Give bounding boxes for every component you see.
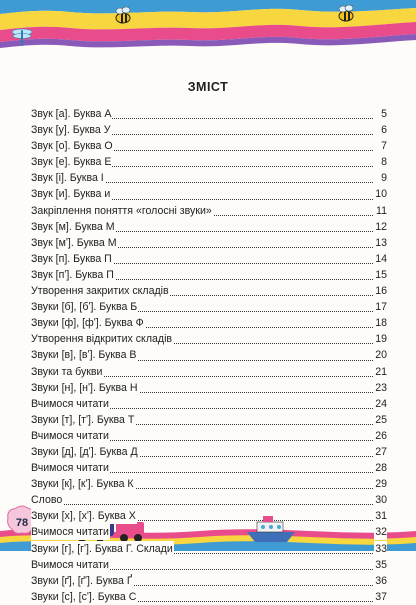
toc-entry[interactable] <box>31 170 387 186</box>
toc-entry-title: Звук [і]. Буква І <box>31 172 104 185</box>
toc-entry[interactable] <box>31 315 387 331</box>
toc-entry-title: Слово <box>31 494 63 507</box>
toc-entry-title: Вчимося читати <box>31 462 109 475</box>
page-number: 78 <box>15 517 29 529</box>
toc-entry-page: 23 <box>375 381 387 394</box>
toc-entry[interactable] <box>31 299 387 315</box>
toc-entry-title: Звуки [в], [вʹ]. Буква В <box>31 349 137 362</box>
toc-entry[interactable] <box>31 154 387 170</box>
toc-entry-title: Вчимося читати <box>31 429 109 442</box>
toc-entry-title: Звуки та букви <box>31 365 103 378</box>
toc-entry-title: Звук [о]. Буква О <box>31 140 113 153</box>
toc-entry-title: Звуки [б], [бʹ]. Буква Б <box>31 301 138 314</box>
toc-entry-page: 25 <box>375 413 387 426</box>
toc-entry-page: 8 <box>381 156 387 169</box>
toc-entry[interactable] <box>31 364 387 380</box>
toc-entry[interactable] <box>31 460 387 476</box>
toc-entry[interactable] <box>31 106 387 122</box>
toc-entry-page: 12 <box>375 220 387 233</box>
toc-entry-title: Вчимося читати <box>31 526 109 539</box>
toc-entry[interactable] <box>31 267 387 283</box>
toc-entry-page: 28 <box>375 462 387 475</box>
bee-icon <box>112 6 134 26</box>
toc-entry-title: Утворення відкритих складів <box>31 333 173 346</box>
toc-entry-title: Звук [е]. Буква Е <box>31 156 112 169</box>
toc-entry[interactable] <box>31 235 387 251</box>
toc-entry-title: Звуки [с], [сʹ]. Буква С <box>31 590 137 603</box>
toc-entry[interactable] <box>31 138 387 154</box>
toc-entry-page: 26 <box>375 429 387 442</box>
toc-entry-page: 20 <box>375 349 387 362</box>
toc-entry-title: Вчимося читати <box>31 558 109 571</box>
toc-entry-title: Звук [п]. Буква П <box>31 252 112 265</box>
toc-entry-page: 21 <box>375 365 387 378</box>
toc-entry[interactable] <box>31 444 387 460</box>
toc-entry[interactable] <box>31 331 387 347</box>
toc-entry-page: 6 <box>381 124 387 137</box>
toc-entry[interactable] <box>31 186 387 202</box>
toc-entry-title: Закріплення поняття «голосні звуки» <box>31 204 212 217</box>
toc-entry-title: Звук [у]. Буква У <box>31 124 111 137</box>
toc-entry-page: 14 <box>375 252 387 265</box>
toc-entry-page: 37 <box>375 590 387 603</box>
toc-entry-page: 36 <box>375 574 387 587</box>
page-title: ЗМІСТ <box>187 80 229 94</box>
toc-entry-title: Звук [мʹ]. Буква М <box>31 236 117 249</box>
toc-entry[interactable] <box>31 203 387 219</box>
toc-entry-title: Звуки [к], [кʹ]. Буква К <box>31 478 134 491</box>
toc-entry-page: 35 <box>375 558 387 571</box>
toc-entry-page: 11 <box>376 204 387 217</box>
toc-entry-page: 15 <box>375 268 387 281</box>
toc-entry-title: Звук [и]. Буква и <box>31 188 111 201</box>
toc-entry[interactable] <box>31 347 387 363</box>
toc-entry-page: 29 <box>375 478 387 491</box>
toc-entry-title: Звуки [т], [тʹ]. Буква Т <box>31 413 135 426</box>
toc-entry[interactable] <box>31 573 387 589</box>
toc-entry[interactable] <box>31 412 387 428</box>
toc-entry-page: 7 <box>381 140 387 153</box>
toc-entry[interactable] <box>31 476 387 492</box>
toc-entry[interactable] <box>31 589 387 605</box>
bee-icon <box>335 4 357 24</box>
toc-entry-title: Звук [м]. Буква М <box>31 220 115 233</box>
toc-entry-page: 17 <box>375 301 387 314</box>
toc-entry-page: 16 <box>375 285 387 298</box>
toc-entry-page: 5 <box>381 108 387 120</box>
toc-entry-title: Звуки [х], [хʹ]. Буква Х <box>31 510 136 523</box>
toc-entry-title: Утворення закритих складів <box>31 285 169 298</box>
toc-entry-page: 32 <box>375 526 387 539</box>
toc-entry-page: 18 <box>375 317 387 330</box>
toc-entry-title: Звук [пʹ]. Буква П <box>31 268 114 281</box>
toc-entry[interactable] <box>31 122 387 138</box>
toc-entry-page: 9 <box>381 172 387 185</box>
toc-entry[interactable] <box>31 283 387 299</box>
toc-entry[interactable] <box>31 557 387 573</box>
toc-entry[interactable] <box>31 251 387 267</box>
toc-entry-page: 10 <box>375 188 387 201</box>
toc-entry-page: 24 <box>375 397 387 410</box>
toc-entry[interactable] <box>31 380 387 396</box>
toc-entry-page: 30 <box>375 494 387 507</box>
dragonfly-icon <box>8 26 36 48</box>
toc-entry-page: 19 <box>375 333 387 346</box>
toc-entry-title: Звуки [н], [нʹ]. Буква Н <box>31 381 138 394</box>
toc-entry-page: 33 <box>375 542 387 555</box>
toc-entry-page: 13 <box>375 236 387 249</box>
toc-entry-title: Звуки [ф], [фʹ]. Буква Ф <box>31 317 144 330</box>
toc-entry[interactable] <box>31 396 387 412</box>
toc-entry-page: 27 <box>375 445 387 458</box>
toc-entry-title: Звук [а]. Буква А <box>31 108 112 120</box>
toc-entry-title: Вчимося читати <box>31 397 109 410</box>
toc-entry-title: Звуки [ґ], [ґʹ]. Буква Ґ <box>31 574 133 587</box>
toc-entry[interactable] <box>31 219 387 235</box>
ship-icon <box>245 512 297 544</box>
toc-entry[interactable] <box>31 428 387 444</box>
toc-entry-title: Звуки [д], [дʹ]. Буква Д <box>31 445 138 458</box>
toc-entry-title: Звуки [г], [гʹ]. Буква Г. Склади <box>31 542 173 555</box>
toc-entry-page: 31 <box>375 510 387 523</box>
